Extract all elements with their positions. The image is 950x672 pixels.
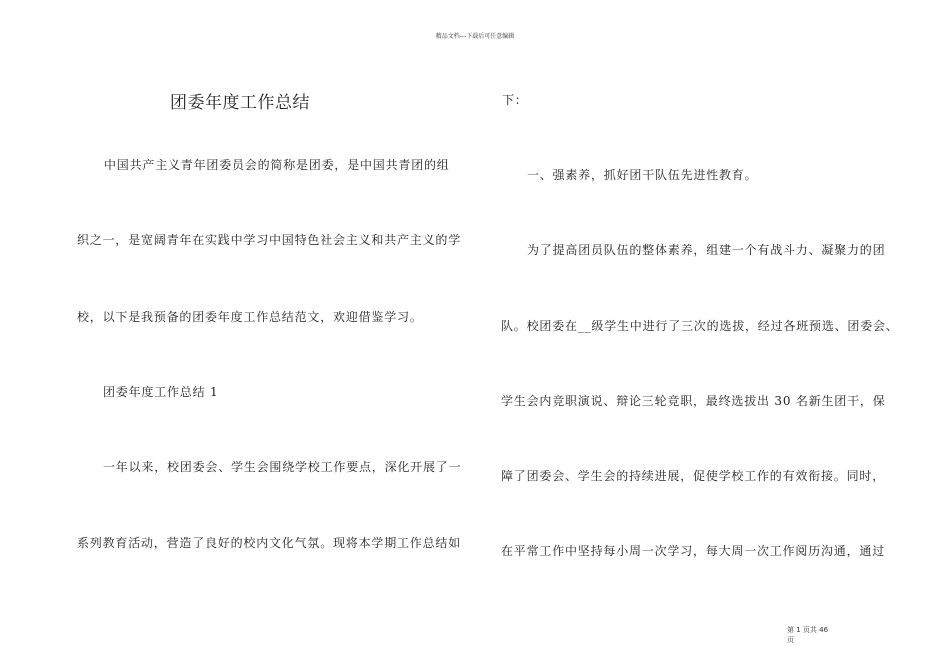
document-title: 团委年度工作总结 — [170, 93, 310, 113]
paragraph-line: 学生会内竞职演说、辩论三轮竞职，最终选拔出 30 名新生团干，保 — [501, 394, 886, 408]
paragraph-line: 系列教育活动，营造了良好的校内文化气氛。现将本学期工作总结如 — [77, 536, 462, 550]
paragraph-line: 中国共产主义青年团委员会的简称是团委，是中国共青团的组 — [104, 158, 450, 172]
page-header: 精品文档---下载后可任意编辑 — [435, 33, 515, 40]
section-heading: 团委年度工作总结 1 — [103, 385, 219, 399]
paragraph-line: 在平常工作中坚持每小周一次学习，每大周一次工作阅历沟通，通过 — [501, 544, 886, 558]
paragraph-line: 织之一，是宽阔青年在实践中学习中国特色社会主义和共产主义的学 — [77, 233, 462, 247]
page-number: 第 1 页共 46 页 — [787, 626, 829, 644]
paragraph-line: 下： — [502, 93, 528, 107]
paragraph-line: 校，以下是我预备的团委年度工作总结范文，欢迎借鉴学习。 — [77, 310, 423, 324]
paragraph-line: 队。校团委在__级学生中进行了三次的选拔，经过各班预选、团委会、 — [501, 319, 899, 333]
section-heading: 一、强素养，抓好团干队伍先进性教育。 — [527, 168, 758, 182]
paragraph-line: 障了团委会、学生会的持续进展，促使学校工作的有效衔接。同时， — [501, 469, 886, 483]
paragraph-line: 一年以来，校团委会、学生会围绕学校工作要点，深化开展了一 — [103, 460, 462, 474]
paragraph-line: 为了提高团员队伍的整体素养，组建一个有战斗力、凝聚力的团 — [527, 243, 886, 257]
